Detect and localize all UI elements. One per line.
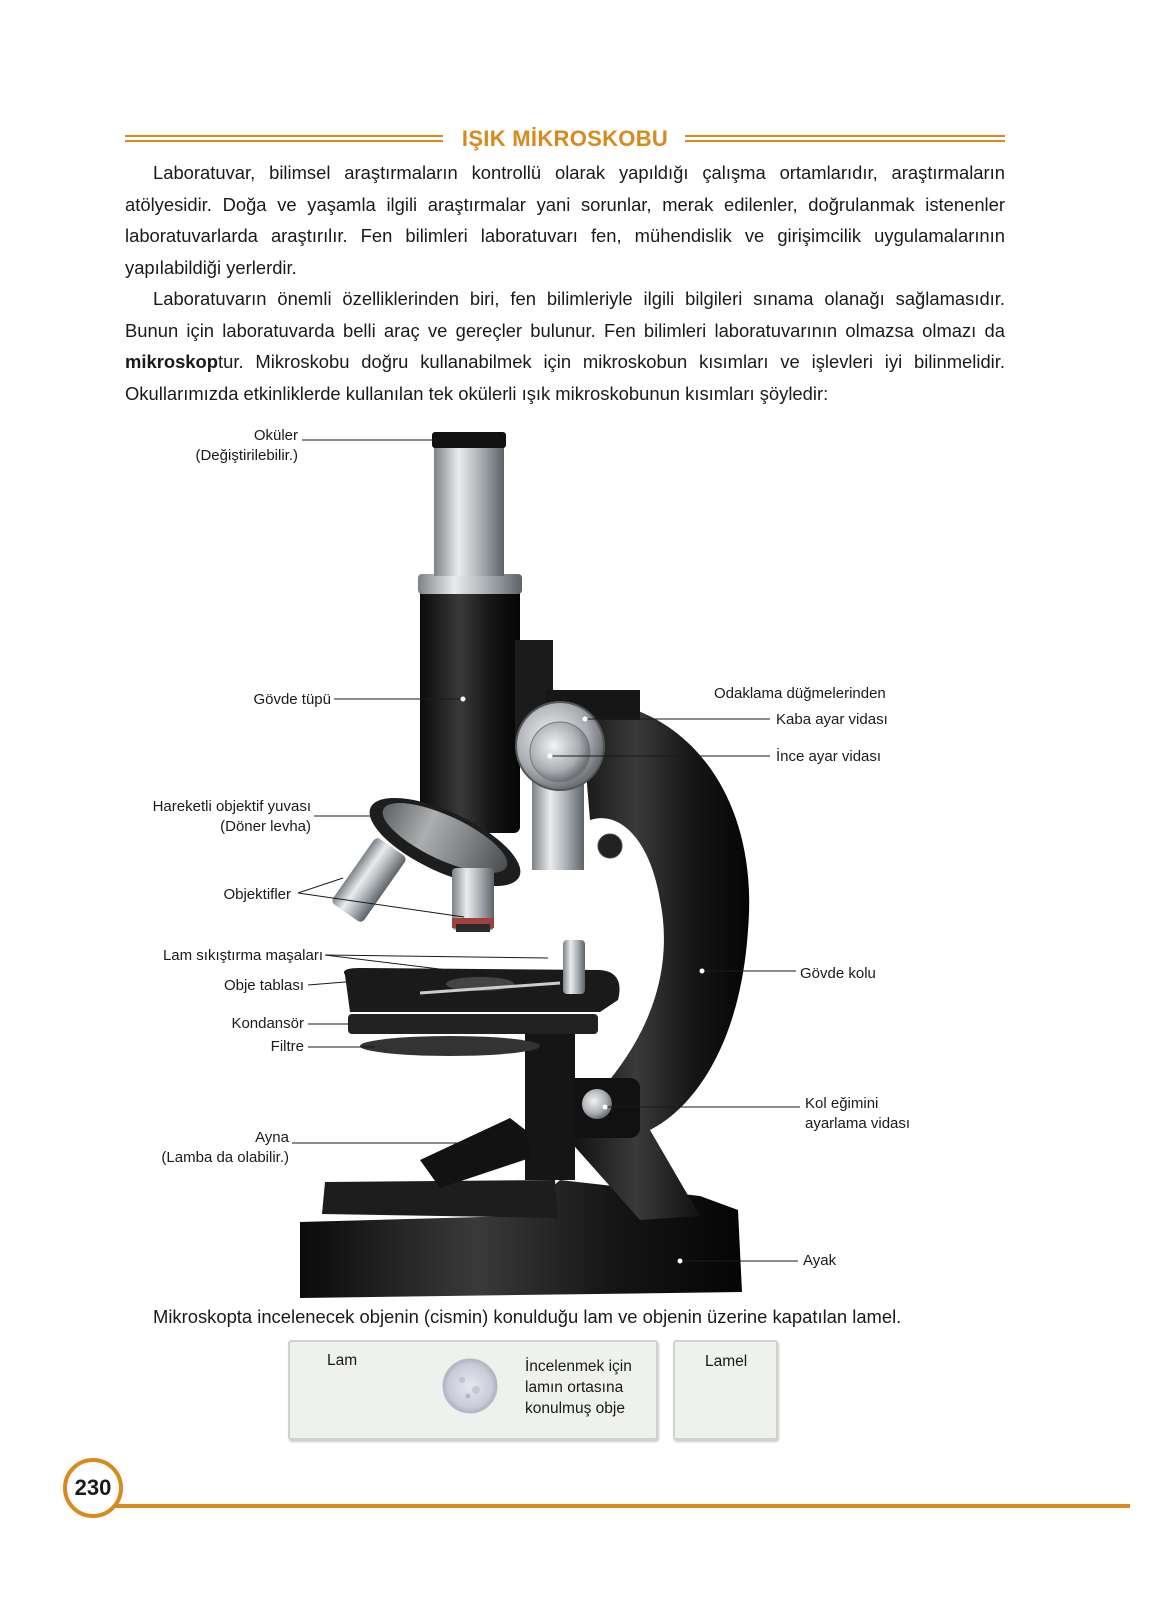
body-tube <box>420 578 520 833</box>
specimen-line-2: lamın ortasına <box>525 1379 624 1396</box>
pillar <box>525 1030 575 1180</box>
objective-left <box>330 836 407 923</box>
lam-slide <box>288 1340 658 1440</box>
label-govde-kolu: Gövde kolu <box>800 965 876 982</box>
specimen-line-3: konulmuş obje <box>525 1400 625 1417</box>
stage-clip-screw <box>563 940 585 994</box>
label-lam-sikistirma: Lam sıkıştırma maşaları <box>162 947 323 964</box>
paragraph-2-before: Laboratuvarın önemli özelliklerinden biri, fen bilimleriyle ilgili bilgileri sınama olanağı sağlamasıdır. Bunun için laboratuvarda belli araç ve gereçler bulunur. Fen bilimleri laboratuvarının olmazsa olmazı da <box>125 288 1005 341</box>
tilt-screw <box>582 1089 612 1119</box>
slides-caption: Mikroskopta incelenecek objenin (cismin) konulduğu lam ve objenin üzerine kapatılan lamel. <box>153 1306 902 1327</box>
label-kol-egimi-1: Kol eğimini <box>805 1095 879 1112</box>
paragraph-2-bold: mikroskop <box>125 351 219 372</box>
page-title: IŞIK MİKROSKOBU <box>461 126 669 151</box>
eyepiece <box>434 444 504 576</box>
label-objektifler: Objektifler <box>223 886 291 903</box>
label-obje-tablasi: Obje tablası <box>223 977 304 994</box>
label-odaklama: Odaklama düğmelerinden <box>714 685 886 702</box>
label-hareketli-yuva <box>153 797 311 837</box>
paragraph-1-text: Laboratuvar, bilimsel araştırmaların kontrollü olarak yapıldığı çalışma ortamlarıdır, araştırmaların atölyesidir. Doğa ve yaşamla ilgili araştırmalar yani sorunlar, merak edilenler, doğrulanmak istenenler laboratuvarlarda araştırılır. Fen bilimleri laboratuvarı fen, mühendislik ve girişimcilik uygulamalarının yapılabildiği yerlerdir. <box>125 162 1005 278</box>
label-kol-egimi-2: ayarlama vidası <box>805 1115 911 1132</box>
label-filtre: Filtre <box>270 1038 304 1055</box>
objective-center-tip <box>456 924 490 932</box>
condenser-shape <box>348 1014 598 1034</box>
label-kol-egimi <box>805 1094 910 1134</box>
lamel-label: Lamel <box>705 1353 748 1370</box>
mirror-shape <box>420 1118 530 1188</box>
label-hareketli-note: (Döner levha) <box>220 818 311 835</box>
lam-label: Lam <box>327 1352 358 1369</box>
specimen-description <box>525 1356 632 1419</box>
filter-shape <box>360 1036 540 1056</box>
arm-screw <box>598 834 622 858</box>
label-okuler <box>195 426 298 466</box>
specimen-image <box>440 1356 500 1416</box>
fine-knob <box>530 722 590 782</box>
lamel-slide <box>673 1340 778 1440</box>
label-hareketli-title: Hareketli objektif yuvası <box>152 798 311 815</box>
label-ayna-note: (Lamba da olabilir.) <box>161 1149 289 1166</box>
label-ayak: Ayak <box>803 1252 837 1269</box>
label-ayna <box>161 1128 289 1168</box>
label-kaba-ayar: Kaba ayar vidası <box>776 711 888 728</box>
focus-slide <box>532 780 584 870</box>
label-okuler-title: Oküler <box>253 427 298 444</box>
label-kondansor: Kondansör <box>231 1015 304 1032</box>
label-ayna-title: Ayna <box>255 1129 289 1146</box>
label-ince-ayar: İnce ayar vidası <box>776 748 882 765</box>
label-govde-tupu: Gövde tüpü <box>253 691 331 708</box>
footer-bar <box>110 1504 1130 1508</box>
paragraph-2-after: tur. Mikroskobu doğru kullanabilmek için mikroskobun kısımları ve işlevleri iyi bilinmelidir. Okullarımızda etkinliklerde kullanılan tek okülerli ışık mikroskobunun kısımları şöyledir: <box>125 351 1005 404</box>
tube-collar <box>418 574 522 594</box>
label-okuler-note: (Değiştirilebilir.) <box>195 447 298 464</box>
page-number: 230 <box>63 1458 123 1518</box>
specimen-line-1: İncelenmek için <box>525 1358 632 1375</box>
